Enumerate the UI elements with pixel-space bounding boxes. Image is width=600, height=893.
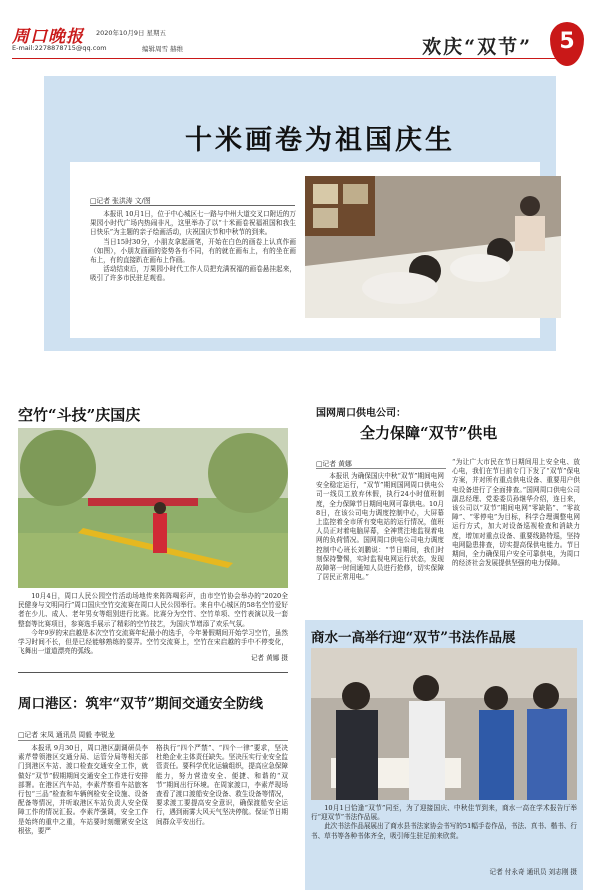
- feature-paragraph: 活动结束后，万果园小时代工作人员把充满祝福的画卷悬挂起来，吸引了许多市民驻足观看。: [90, 265, 296, 283]
- gang-column-2: 格执行“四个严禁”、“四个一律”要求，坚决杜绝企业主体责任缺失。坚决压实行业安全监管责任。要科学优化运输组织，提高应急保障能力，努力营造安全、便捷、和谐的“双节”期间出行环境。在周家渡口，李素芹现场查看了渡口渡船安全设备、救生设备等情况，要求渡工要提高安全意识，确保渡船安全运行，遇到雨雾大风天气坚决停航。保证节日期间群众平安出行。: [156, 744, 288, 826]
- newspaper-logo: 周口晚报: [12, 27, 84, 47]
- byline-rule: [90, 205, 295, 206]
- diabolo-performance-photo: [18, 428, 288, 588]
- kongzhu-paragraph: 10月4日，周口人民公园空竹活动场地传来阵阵喝彩声，由市空竹协会举办的“2020全民健身与文明同行”周口国庆空竹交流赛在周口人民公园举行。来自中心城区的58名空竹爱好者在少儿、成人、老年男女等组别进行比赛。比赛分为空竹、空竹单项、空竹表演以及一套整套等比赛项目，参赛选手展示了精彩的空竹技艺，为国庆节增添了欢乐气氛。: [18, 592, 288, 628]
- banner-title: 欢庆“双节”: [422, 36, 532, 58]
- calligraphy-body: [311, 804, 577, 841]
- calligraphy-paragraph: 10月1日恰逢“双节”同至，为了迎接国庆、中秋佳节到来，商水一高在学术报告厅举行“迎双节”书法作品展。: [311, 804, 577, 822]
- feature-paragraph: 当日15时30分，小朋友拿起画笔，开始在白色的画卷上认真作画（如图），小朋友画画的姿势各有不同，有的就在画布上，有的坐在画布上，有的直接趴在画布上作画。: [90, 237, 296, 265]
- kongzhu-photo: [18, 428, 288, 588]
- gang-byline: □记者 宋凤 通讯员 周毅 李锐龙: [18, 731, 115, 739]
- gang-title: 周口港区：筑牢“双节”期间交通安全防线: [18, 696, 264, 712]
- calligraphy-photo: [311, 648, 577, 800]
- editor-line: 编辑周雪 赫维: [142, 45, 184, 53]
- feature-photo: [305, 176, 561, 318]
- feature-title: 十米画卷为祖国庆生: [185, 125, 455, 156]
- kongzhu-body: [18, 592, 288, 656]
- power-column-2: “为让广大市民在节日期间用上安全电、放心电，我们在节日前专门下发了“双节”保电方案，并对所有重点供电设备、重要用户供电设备进行了全面排查。”国网周口供电公司副总经理、党委委员孙继华介绍，连日来，该公司以“双节”期间电网“零缺陷”、“零故障”、“零停电”为目标，科学合理调整电网运行方式，加大对设备巡视检查和消缺力度，增加对重点设备、重要线路特巡，坚持电网隐患排查，切实提高保供电能力。节日期间，全力确保用户安全可靠供电，为周口的经济社会发展提供坚强的电力保障。: [452, 458, 580, 568]
- calligraphy-paragraph: 此次书法作品展展出了商水县书法家协会书写的51幅手卷作品，书法、真书、楷书、行书、草书等各种书体齐全，吸引师生驻足前来欣赏。: [311, 822, 577, 840]
- issue-date: 2020年10月9日 星期五: [96, 29, 167, 37]
- calligraphy-exhibition-photo: [311, 648, 577, 800]
- children-painting-photo: [305, 176, 561, 318]
- byline-rule: [18, 740, 288, 741]
- power-byline: □记者 黄娜: [316, 460, 352, 468]
- kongzhu-paragraph: 今年9岁的宋启越是本次空竹交流赛年纪最小的选手，今年暑假期间开始学习空竹，虽然学习时间不长，但是已经能够熟练的耍弄。空竹交流赛上，空竹在宋启越的手中不停变化，飞舞出一道道漂亮的弧线。: [18, 628, 288, 656]
- feature-byline: □记者 张洪涛 文/图: [90, 197, 151, 205]
- byline-rule: [316, 468, 446, 469]
- calligraphy-title: 商水一高举行迎“双节”书法作品展: [311, 630, 516, 646]
- feature-paragraph: 本报讯 10月1日，位于中心城区七一路与中州大道交叉口附近的万果园小时代广场内热闹非凡，这里举办了以“十米画卷祝福祖国和我生日快乐”为主题的亲子绘画活动，庆祝国庆节和中秋节的到来。: [90, 210, 296, 237]
- feature-body: [90, 210, 296, 284]
- power-title: 全力保障“双节”供电: [360, 424, 498, 442]
- contact-email: E-mail:2278878715@qq.com: [12, 44, 107, 52]
- kongzhu-title: 空竹“斗技”庆国庆: [18, 406, 141, 424]
- power-kicker: 国网周口供电公司：: [316, 408, 406, 419]
- section-rule: [18, 672, 288, 673]
- gang-column-1: 本报讯 9月30日，周口港区副调研员李素芹带领港区交通分局、运管分局等相关部门到港区车站、渡口检查交通安全工作，就做好“双节”假期期间交通安全工作进行安排部署。在港区汽车站，李素芹察看车站旅客行包“三品”检查和车辆例检安全设施、设备配备等情况，并听取港区车站负责人安全保障工作的情况汇报。李素芹强调，安全工作是始终的重中之重，车站要时刻绷紧安全这根弦，要严: [18, 744, 148, 835]
- calligraphy-credit: 记者 付永奇 通讯员 刘志刚 摄: [489, 868, 577, 876]
- page-number-badge: 5: [550, 22, 584, 66]
- power-column-1: 本报讯 为确保国庆中秋“双节”期间电网安全稳定运行，“双节”期间国网周口供电公司一线员工放弃休假，执行24小时值班制度，全力保障节日期间电网可靠供电。10月8日，在该公司电力调度控制中心，大屏幕上监控着全市所有变电站的运行情况，值班人员正对着电脑屏幕，全神贯注地监视着电网的负荷情况。国网周口供电公司电力调度控制中心班长刘鹏说：“节日期间，我们时刻保持警惕，实时监视电网运行状态，发现故障第一时间通知人员进行抢修，切实保障了居民正常用电。”: [316, 472, 444, 582]
- kongzhu-credit: 记者 黄娜 摄: [250, 654, 288, 662]
